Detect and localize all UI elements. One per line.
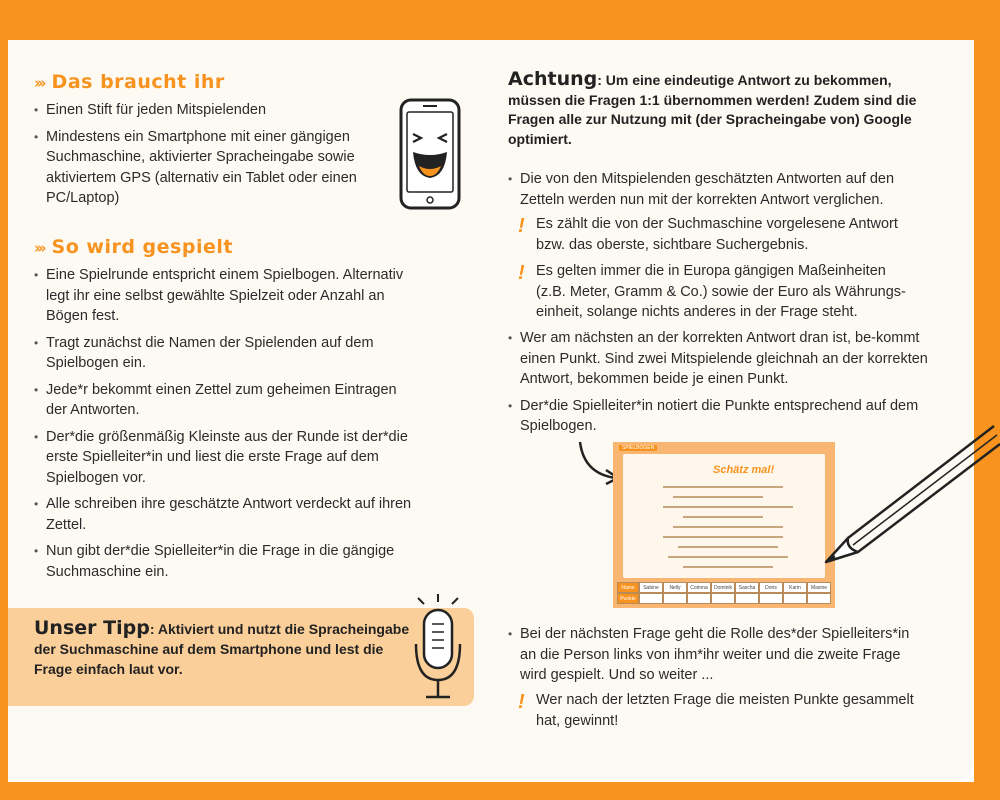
list-item: • Der*die größenmäßig Kleinste aus der Runde ist der*die erste Spielleiter*in und liest die erste Frage auf dem Spielbogen vor. — [34, 427, 414, 489]
warning-note: ! Es zählt die von der Suchmaschine vorgelesene Antwort bzw. das oberste, sichtbare Suchergebnis. — [518, 215, 898, 253]
warning-note: ! Es gelten immer die in Europa gängigen Maßeinheiten (z.B. Meter, Gramm & Co.) sowie der Euro als Währungs-einheit, solange nichts anderes in der Frage steht. — [518, 262, 906, 320]
list-item: • Einen Stift für jeden Mitspielenden — [34, 100, 374, 121]
rules-list — [34, 265, 414, 588]
top-border — [0, 0, 1000, 40]
sheet-logo: Schätz mal! — [713, 464, 775, 476]
list-item: • Alle schreiben ihre geschätzte Antwort verdeckt auf ihren Zettel. — [34, 494, 414, 535]
list-item: • Eine Spielrunde entspricht einem Spielbogen. Alternativ legt ihr eine selbst gewählte Spielzeit oder Anzahl an Bögen fest. — [34, 265, 414, 327]
exclamation-icon: ! — [518, 215, 525, 237]
sheet-page — [623, 454, 825, 578]
warning-note: ! Wer nach der letzten Frage die meisten Punkte gesammelt hat, gewinnt! — [518, 691, 914, 729]
microphone-icon — [410, 598, 466, 702]
next-round-list — [508, 624, 928, 692]
achtung-title: Achtung — [508, 68, 598, 90]
chevrons-icon: ››› — [34, 74, 44, 92]
list-item: • Die von den Mitspielenden geschätzten Antworten auf den Zetteln werden nun mit der korrekten Antwort verglichen. — [508, 169, 928, 210]
smartphone-laughing-icon — [395, 96, 465, 214]
list-item: • Jede*r bekommt einen Zettel zum geheimen Eintragen der Antworten. — [34, 380, 414, 421]
sheet-question-line — [683, 566, 773, 568]
sheet-tag: SPIELBOGEN — [619, 445, 657, 451]
tip-title: Unser Tipp — [34, 617, 150, 639]
tip-text: Unser Tipp: Aktiviert und nutzt die Spracheingabe der Suchmaschine auf dem Smartphone und lest die Frage einfach laut vor. — [34, 617, 410, 677]
exclamation-icon: ! — [518, 691, 525, 713]
list-item: • Bei der nächsten Frage geht die Rolle des*der Spielleiters*in an die Person links von ihm*ihr weiter und die zweite Frage wird gespielt. Und so weiter ... — [508, 624, 928, 686]
sheet-score-table — [617, 582, 831, 604]
right-border — [974, 0, 1000, 800]
compare-list — [508, 169, 928, 216]
sheet-question-line — [663, 536, 783, 538]
list-item: • Nun gibt der*die Spielleiter*in die Frage in die gängige Suchmaschine ein. — [34, 541, 414, 582]
sheet-question-line — [663, 486, 783, 488]
sheet-question-line — [678, 546, 778, 548]
sheet-question-line — [683, 516, 763, 518]
pencil-icon — [818, 420, 1000, 570]
sheet-name-row: Name Sabine Nelly Corinna Dominik Sascha Doris Karin Maxine — [617, 582, 831, 593]
achtung-note: Achtung: Um eine eindeutige Antwort zu bekommen, müssen die Fragen 1:1 übernommen werden! Zudem sind die Fragen alle zur Nutzung mit (der Spracheingabe von) Google optimiert. — [508, 68, 917, 147]
list-item: • Wer am nächsten an der korrekten Antwort dran ist, be-kommt einen Punkt. Sind zwei Mitspielende gleichnah an der korrekten Antwort, bekommen beide je einen Punkt. — [508, 328, 928, 390]
sheet-question-line — [673, 496, 763, 498]
list-item: • Tragt zunächst die Namen der Spielenden auf dem Spielbogen ein. — [34, 333, 414, 374]
heading-so-wird-gespielt: ››› So wird gespielt — [34, 236, 233, 258]
list-item: • Mindestens ein Smartphone mit einer gängigen Suchmaschine, aktivierter Spracheingabe sowie aktiviertem GPS (alternativ ein Tablet oder einen PC/Laptop) — [34, 127, 374, 209]
exclamation-icon: ! — [518, 262, 525, 284]
sheet-points-row: Punkte — [617, 593, 831, 604]
list-item: • Der*die Spielleiter*in notiert die Punkte entsprechend auf dem Spielbogen. — [508, 396, 928, 437]
score-sheet-illustration — [613, 442, 835, 608]
heading-das-braucht-ihr: ››› Das braucht ihr — [34, 71, 225, 93]
left-border — [0, 0, 8, 800]
sheet-question-line — [673, 526, 783, 528]
chevrons-icon: ››› — [34, 239, 44, 257]
sheet-question-line — [663, 506, 793, 508]
sheet-question-line — [668, 556, 788, 558]
bottom-border — [0, 782, 1000, 800]
needs-list — [34, 100, 374, 215]
